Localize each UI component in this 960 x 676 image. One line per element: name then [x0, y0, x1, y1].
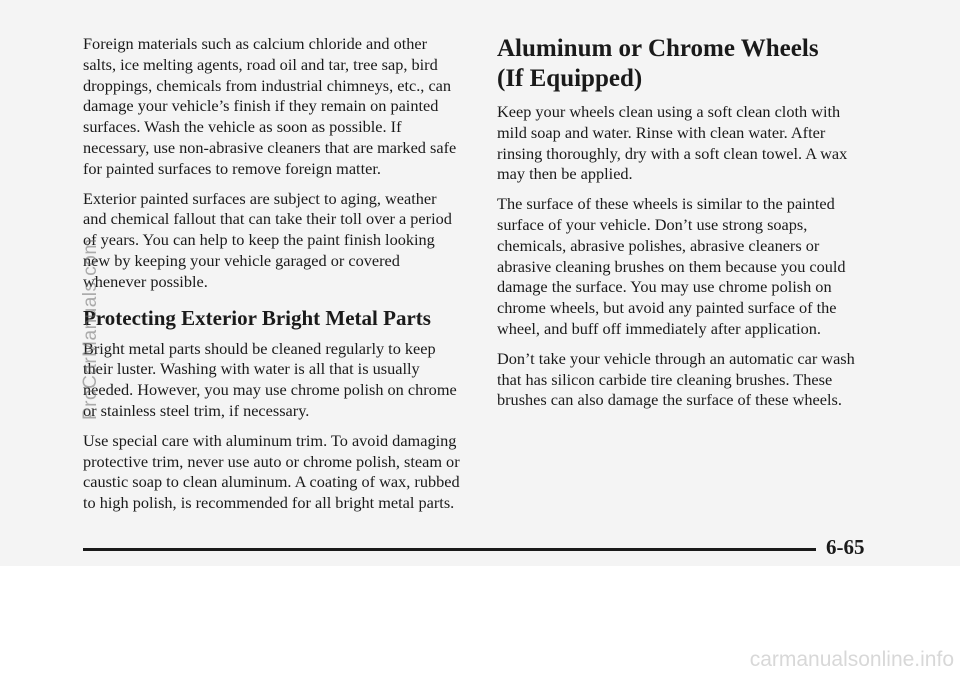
paragraph-car-wash: Don’t take your vehicle through an automatic car wash that has silicon carbide tire cleaning brushes. These brushes can also damage the surface of these wheels. [497, 348, 855, 410]
side-watermark: ProCarManuals.com [80, 238, 101, 420]
paragraph-wheel-surface: The surface of these wheels is similar to the painted surface of your vehicle. Don’t use strong soaps, chemicals, abrasive polishes, abrasive cleaners or abrasive cleaning brushes on them because you could damage the surface. You may use chrome polish on chrome wheels, but avoid any painted surface of the wheel, and buff off immediately after application. [497, 194, 846, 338]
paragraph-exterior-aging: Exterior painted surfaces are subject to aging, weather and chemical fallout that can take their toll over a period of years. You can help to keep the paint finish looking new by keeping your vehicle garaged or covered whenever possible. [83, 188, 452, 291]
paragraph-aluminum-trim: Use special care with aluminum trim. To avoid damaging protective trim, never use auto or chrome polish, steam or caustic soap to clean aluminum. A coating of wax, rubbed to high polish, is recommended for all bright metal parts. [83, 430, 460, 513]
heading-line-1: Aluminum or Chrome Wheels [497, 35, 819, 62]
bottom-watermark: carmanualsonline.info [749, 648, 954, 671]
left-column [83, 34, 463, 523]
section-heading-wheels [497, 34, 867, 94]
section-heading-bright-metal: Protecting Exterior Bright Metal Parts [83, 305, 431, 330]
heading-line-2: (If Equipped) [497, 65, 643, 92]
paragraph-foreign-materials: Foreign materials such as calcium chloride and other salts, ice melting agents, road oil and tar, tree sap, bird droppings, chemicals from industrial chimneys, etc., can damage your vehicle’s finish if they remain on painted surfaces. Wash the vehicle as soon as possible. If necessary, use non-abrasive cleaners that are marked safe for painted surfaces to remove foreign matter. [83, 34, 457, 178]
right-column [497, 34, 867, 420]
paragraph-wheel-cleaning: Keep your wheels clean using a soft clean cloth with mild soap and water. Rinse with clean water. After rinsing thoroughly, dry with a soft clean towel. A wax may then be applied. [497, 102, 848, 184]
paragraph-bright-metal: Bright metal parts should be cleaned regularly to keep their luster. Washing with water is all that is usually needed. However, you may use chrome polish on chrome or stainless steel trim, if necessary. [83, 338, 457, 420]
footer-rule [83, 548, 816, 551]
page-number: 6-65 [826, 535, 865, 559]
